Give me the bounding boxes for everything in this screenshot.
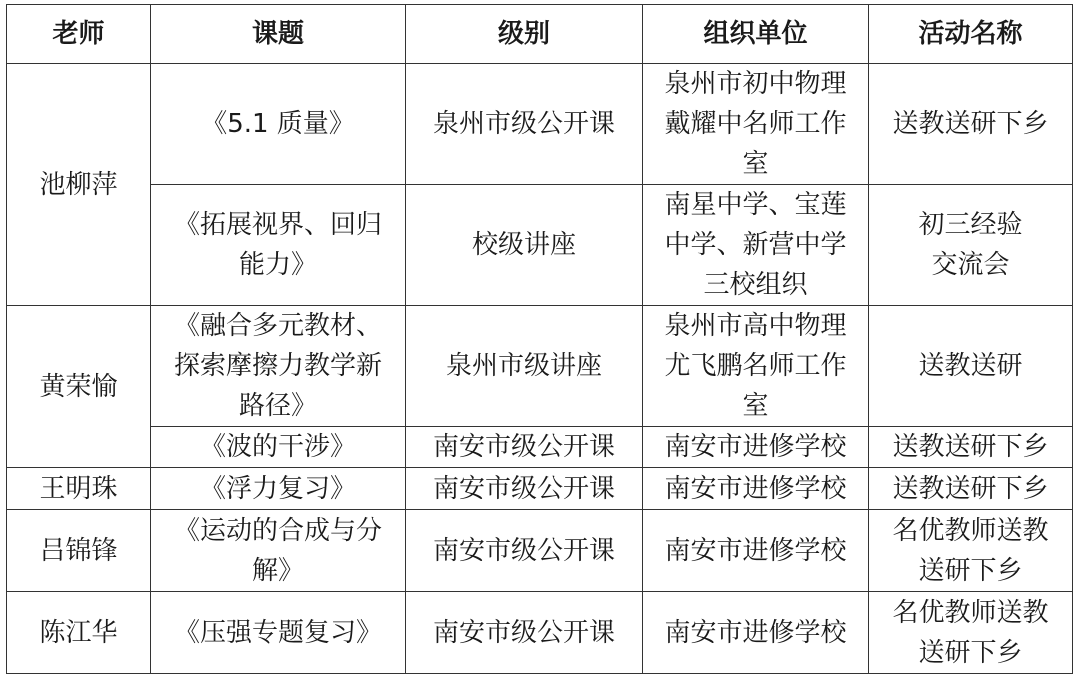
organizer-cell: 南安市进修学校 bbox=[643, 510, 869, 592]
teacher-cell: 陈江华 bbox=[7, 592, 151, 674]
organizer-cell: 南安市进修学校 bbox=[643, 427, 869, 468]
level-cell: 南安市级公开课 bbox=[406, 510, 643, 592]
activity-cell: 送教送研下乡 bbox=[869, 64, 1073, 185]
table-row bbox=[7, 592, 1073, 674]
header-row bbox=[7, 5, 1073, 64]
organizer-cell: 南安市进修学校 bbox=[643, 592, 869, 674]
level-cell: 泉州市级讲座 bbox=[406, 306, 643, 427]
topic-cell: 《融合多元教材、 探索摩擦力教学新 路径》 bbox=[151, 306, 406, 427]
topic-cell: 《5.1 质量》 bbox=[151, 64, 406, 185]
organizer-cell: 南星中学、宝莲 中学、新营中学 三校组织 bbox=[643, 185, 869, 306]
activity-cell: 名优教师送教 送研下乡 bbox=[869, 592, 1073, 674]
activity-table bbox=[6, 4, 1073, 674]
topic-cell: 《波的干涉》 bbox=[151, 427, 406, 468]
level-cell: 校级讲座 bbox=[406, 185, 643, 306]
level-cell: 南安市级公开课 bbox=[406, 468, 643, 510]
organizer-cell: 泉州市初中物理 戴耀中名师工作 室 bbox=[643, 64, 869, 185]
topic-cell: 《浮力复习》 bbox=[151, 468, 406, 510]
organizer-cell: 泉州市高中物理 尤飞鹏名师工作 室 bbox=[643, 306, 869, 427]
activity-cell: 送教送研下乡 bbox=[869, 468, 1073, 510]
table-row bbox=[7, 306, 1073, 427]
header-topic: 课题 bbox=[151, 5, 406, 64]
topic-cell: 《运动的合成与分 解》 bbox=[151, 510, 406, 592]
activity-cell: 送教送研 bbox=[869, 306, 1073, 427]
level-cell: 南安市级公开课 bbox=[406, 427, 643, 468]
activity-cell: 送教送研下乡 bbox=[869, 427, 1073, 468]
level-cell: 南安市级公开课 bbox=[406, 592, 643, 674]
table-row bbox=[7, 185, 1073, 306]
table-row bbox=[7, 64, 1073, 185]
activity-cell: 初三经验 交流会 bbox=[869, 185, 1073, 306]
header-activity: 活动名称 bbox=[869, 5, 1073, 64]
activity-cell: 名优教师送教 送研下乡 bbox=[869, 510, 1073, 592]
teacher-cell: 黄荣愉 bbox=[7, 306, 151, 468]
header-teacher: 老师 bbox=[7, 5, 151, 64]
header-organizer: 组织单位 bbox=[643, 5, 869, 64]
table-row bbox=[7, 510, 1073, 592]
teacher-cell: 王明珠 bbox=[7, 468, 151, 510]
teacher-cell: 吕锦锋 bbox=[7, 510, 151, 592]
level-cell: 泉州市级公开课 bbox=[406, 64, 643, 185]
organizer-cell: 南安市进修学校 bbox=[643, 468, 869, 510]
header-level: 级别 bbox=[406, 5, 643, 64]
table-row bbox=[7, 427, 1073, 468]
topic-cell: 《拓展视界、回归 能力》 bbox=[151, 185, 406, 306]
teacher-cell: 池柳萍 bbox=[7, 64, 151, 306]
table-row bbox=[7, 468, 1073, 510]
topic-cell: 《压强专题复习》 bbox=[151, 592, 406, 674]
